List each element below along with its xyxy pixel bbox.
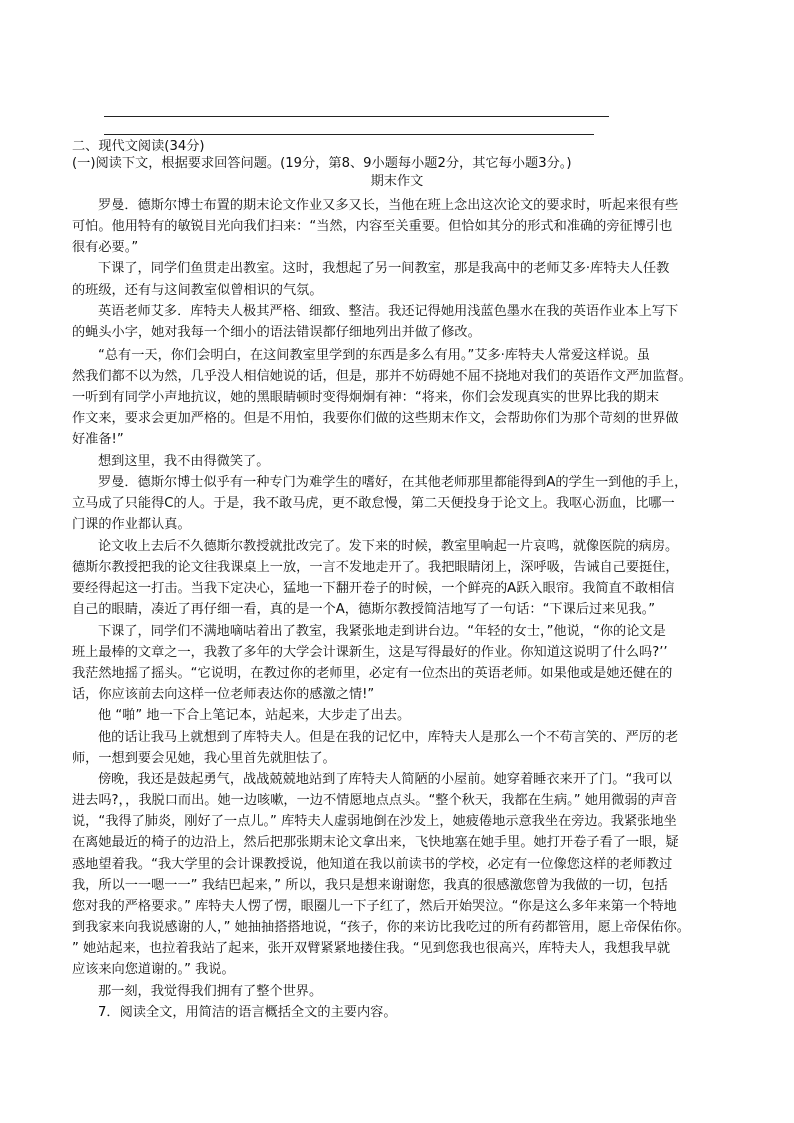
paragraph-line: 要经得起这一打击。当我下定决心，猛地一下翻开卷子的时候，一个鲜亮的A跃入眼帘。我简直不敢相信 — [72, 581, 675, 596]
answer-line-1 — [104, 116, 609, 117]
paragraph-line: 话，你应该前去向这样一位老师表达你的感激之情!” — [72, 687, 375, 702]
paragraph-line: 一听到有同学小声地抗议，她的黑眼睛顿时变得炯炯有神：“将来，你们会发现真实的世界比我的期末 — [72, 390, 660, 405]
paragraph-line: 好准备!” — [72, 432, 124, 447]
paragraph-line: 作文来，要求会更加严格的。但是不用怕，我要你们做的这些期末作文，会帮助你们为那个苛刻的世界做 — [72, 411, 679, 426]
paragraph-line: 进去吗?，，我脱口而出。她一边咳嗽，一边不情愿地点点头。“整个秋天，我都在生病。” 她用微弱的声音 — [72, 793, 678, 808]
paragraph-line: 在离她最近的椅子的边沿上，然后把那张期末论文拿出来，飞快地塞在她手里。她打开卷子看了一眼，疑 — [72, 835, 679, 850]
paragraph-line: 很有必要。” — [72, 240, 139, 255]
paragraph-line: 惑地望着我。“我大学里的会计课教授说，他知道在我以前读书的学校，必定有一位像您这样的老师教过 — [72, 857, 673, 872]
paragraph-line: 师，一想到要会见她，我心里首先就胆怯了。 — [72, 751, 336, 766]
paragraph-line: 然我们都不以为然，几乎没人相信她说的话，但是，那并不妨碍她不屈不挠地对我们的英语作文严加监督。 — [72, 369, 692, 384]
paragraph-line: 罗曼．德斯尔博士似乎有一种专门为难学生的嗜好，在其他老师那里都能得到A的学生一到他的手上， — [98, 475, 688, 490]
paragraph-line: 的班级，还有与这间教室似曾相识的气氛。 — [72, 283, 323, 298]
question-7: 7．阅读全文，用简洁的语言概括全文的主要内容。 — [98, 1005, 397, 1020]
paragraph-line: 门课的作业都认真。 — [72, 517, 191, 532]
paragraph-line: 可怕。他用特有的敏锐目光向我们扫来：“当然，内容至关重要。但恰如其分的形式和准确的旁征博引也 — [72, 219, 673, 234]
answer-line-2 — [104, 134, 594, 135]
paragraph-line: 您对我的严格要求。” 库特夫人愣了愣，眼圈儿一下子红了，然后开始哭泣。“你是这么多年来第一个特地 — [72, 899, 677, 914]
paragraph-line: 到我家来向我说感谢的人，” 她抽抽搭搭地说，“孩子，你的来访比我吃过的所有药都管用，愿上帝保佑你。 — [72, 920, 690, 935]
paragraph-line: 自己的眼睛，凑近了再仔细一看，真的是一个A，德斯尔教授简洁地写了一句话：“下课后过来见我。” — [72, 602, 656, 617]
article-title: 期末作文 — [370, 174, 424, 189]
paragraph-line: 立马成了只能得C的人。于是，我不敢马虎，更不敢怠慢，第二天便投身于论文上。我呕心沥血，比哪一 — [72, 496, 675, 511]
paragraph-line: 傍晚，我还是鼓起勇气，战战兢兢地站到了库特夫人简陋的小屋前。她穿着睡衣来开了门。“我可以 — [98, 772, 672, 787]
paragraph-line: 德斯尔教授把我的论文往我课桌上一放，一言不发地走开了。我把眼睛闭上，深呼吸，告诫自己要挺住， — [72, 560, 679, 575]
paragraph-line: 论文收上去后不久德斯尔教授就批改完了。发下来的时候，教室里响起一片哀鸣，就像医院的病房。 — [98, 539, 679, 554]
paragraph-line: 想到这里，我不由得微笑了。 — [98, 454, 270, 469]
paragraph-line: 他 “啪” 地一下合上笔记本，站起来，大步走了出去。 — [98, 708, 411, 723]
paragraph-line: 他的话让我马上就想到了库特夫人。但是在我的记忆中，库特夫人是那么一个不苟言笑的、严厉的老 — [98, 730, 679, 745]
paragraph-line: 那一刻，我觉得我们拥有了整个世界。 — [98, 984, 323, 999]
section-instruction: (一)阅读下文，根据要求回答问题。(19分，第8、9小题每小题2分，其它每小题3分。) — [72, 156, 572, 171]
paragraph-line: 下课了，同学们鱼贯走出教室。这时，我想起了另一间教室，那是我高中的老师艾多·库特夫人任教 — [98, 261, 670, 276]
paragraph-line: 说，“我得了肺炎，刚好了一点儿。” 库特夫人虚弱地倒在沙发上，她疲倦地示意我坐在旁边。我紧张地坐 — [72, 814, 677, 829]
paragraph-line: 罗曼．德斯尔博士布置的期末论文作业又多又长，当他在班上念出这次论文的要求时，听起来很有些 — [98, 198, 679, 213]
paragraph-line: 的蝇头小字，她对我每一个细小的语法错误都仔细地列出并做了修改。 — [72, 325, 481, 340]
paragraph-line: 我，所以一一嗯一一” 我结巴起来，” 所以，我只是想来谢谢您，我真的很感激您曾为我做的一切，包括 — [72, 878, 668, 893]
paragraph-line: 我茫然地摇了摇头。“它说明，在教过你的老师里，必定有一位杰出的英语老师。如果他或是她还健在的 — [72, 666, 673, 681]
paragraph-line: ” 她站起来，也拉着我站了起来，张开双臂紧紧地搂住我。“见到您我也很高兴，库特夫人，我想我早就 — [72, 941, 671, 956]
paragraph-line: 英语老师艾多．库特夫人极其严格、细致、整洁。我还记得她用浅蓝色墨水在我的英语作业本上写下 — [98, 304, 679, 319]
paragraph-line: “总有一天，你们会明白，在这间教室里学到的东西是多么有用。”艾多·库特夫人常爱这样说。虽 — [98, 348, 650, 363]
paragraph-line: 班上最棒的文章之一，我教了多年的大学会计课新生，这是写得最好的作业。你知道这说明了什么吗?’’ — [72, 645, 668, 660]
paragraph-line: 应该来向您道谢的。” 我说。 — [72, 962, 235, 977]
paragraph-line: 下课了，同学们不满地嘀咕着出了教室，我紧张地走到讲台边。“年轻的女士，”他说，“你的论文是 — [98, 624, 666, 639]
section-heading: 二、现代文阅读(34分) — [72, 139, 205, 154]
